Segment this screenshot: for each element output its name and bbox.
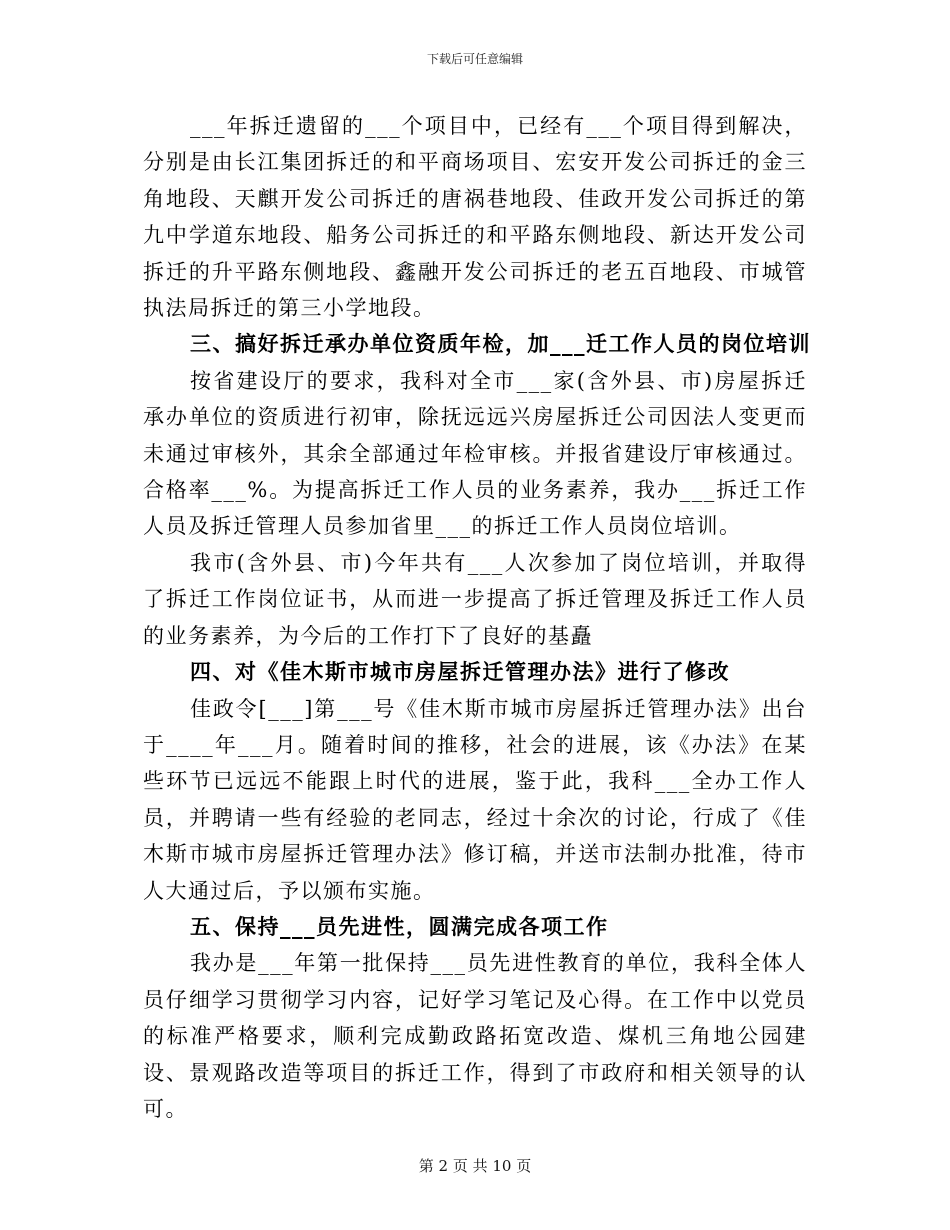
section-heading-5: 五、保持___员先进性，圆满完成各项工作	[190, 913, 609, 939]
paragraph-training: 我市(含外县、市)今年共有___人次参加了岗位培训，并取得了拆迁工作岗位证书，从而进一步提高了拆迁管理及拆迁工作人员的业务素养，为今后的工作打下了良好的基矗	[143, 550, 807, 648]
section-heading-4: 四、对《佳木斯市城市房屋拆迁管理办法》进行了修改	[190, 659, 730, 685]
page-number: 第 2 页 共 10 页	[418, 1157, 532, 1175]
document-body	[143, 108, 811, 1127]
paragraph-qualification-check: 按省建设厅的要求，我科对全市___家(含外县、市)房屋拆迁承办单位的资质进行初审，除抚远远兴房屋拆迁公司因法人变更而未通过审核外，其余全部通过年检审核。并报省建设厅审核通过。合格率___%。为提高拆迁工作人员的业务素养，我办___拆迁工作人员及拆迁管理人员参加省里___的拆迁工作人员岗位培训。	[143, 368, 807, 539]
paragraph-demolition-projects: ___年拆迁遗留的___个项目中，已经有___个项目得到解决，分别是由长江集团拆迁的和平商场项目、宏安开发公司拆迁的金三角地段、天麒开发公司拆迁的唐祸巷地段、佳政开发公司拆迁的第九中学道东地段、船务公司拆迁的和平路东侧地段、新达开发公司拆迁的升平路东侧地段、鑫融开发公司拆迁的老五百地段、市城管执法局拆迁的第三小学地段。	[143, 114, 807, 321]
section-heading-3: 三、搞好拆迁承办单位资质年检，加___迁工作人员的岗位培训	[190, 331, 811, 357]
paragraph-regulation-revision: 佳政令[___]第___号《佳木斯市城市房屋拆迁管理办法》出台于____年___月。随着时间的推移，社会的进展，该《办法》在某些环节已远远不能跟上时代的进展，鉴于此，我科___全办工作人员，并聘请一些有经验的老同志，经过十余次的讨论，行成了《佳木斯市城市房屋拆迁管理办法》修订稿，并送市法制办批准，待市人大通过后，予以颁布实施。	[143, 696, 807, 903]
header-note: 下载后可任意编辑	[426, 52, 523, 66]
paragraph-party-education: 我办是___年第一批保持___员先进性教育的单位，我科全体人员仔细学习贯彻学习内容，记好学习笔记及心得。在工作中以党员的标准严格要求，顺利完成勤政路拓宽改造、煤机三角地公园建设、景观路改造等项目的拆迁工作，得到了市政府和相关领导的认可。	[143, 951, 807, 1121]
